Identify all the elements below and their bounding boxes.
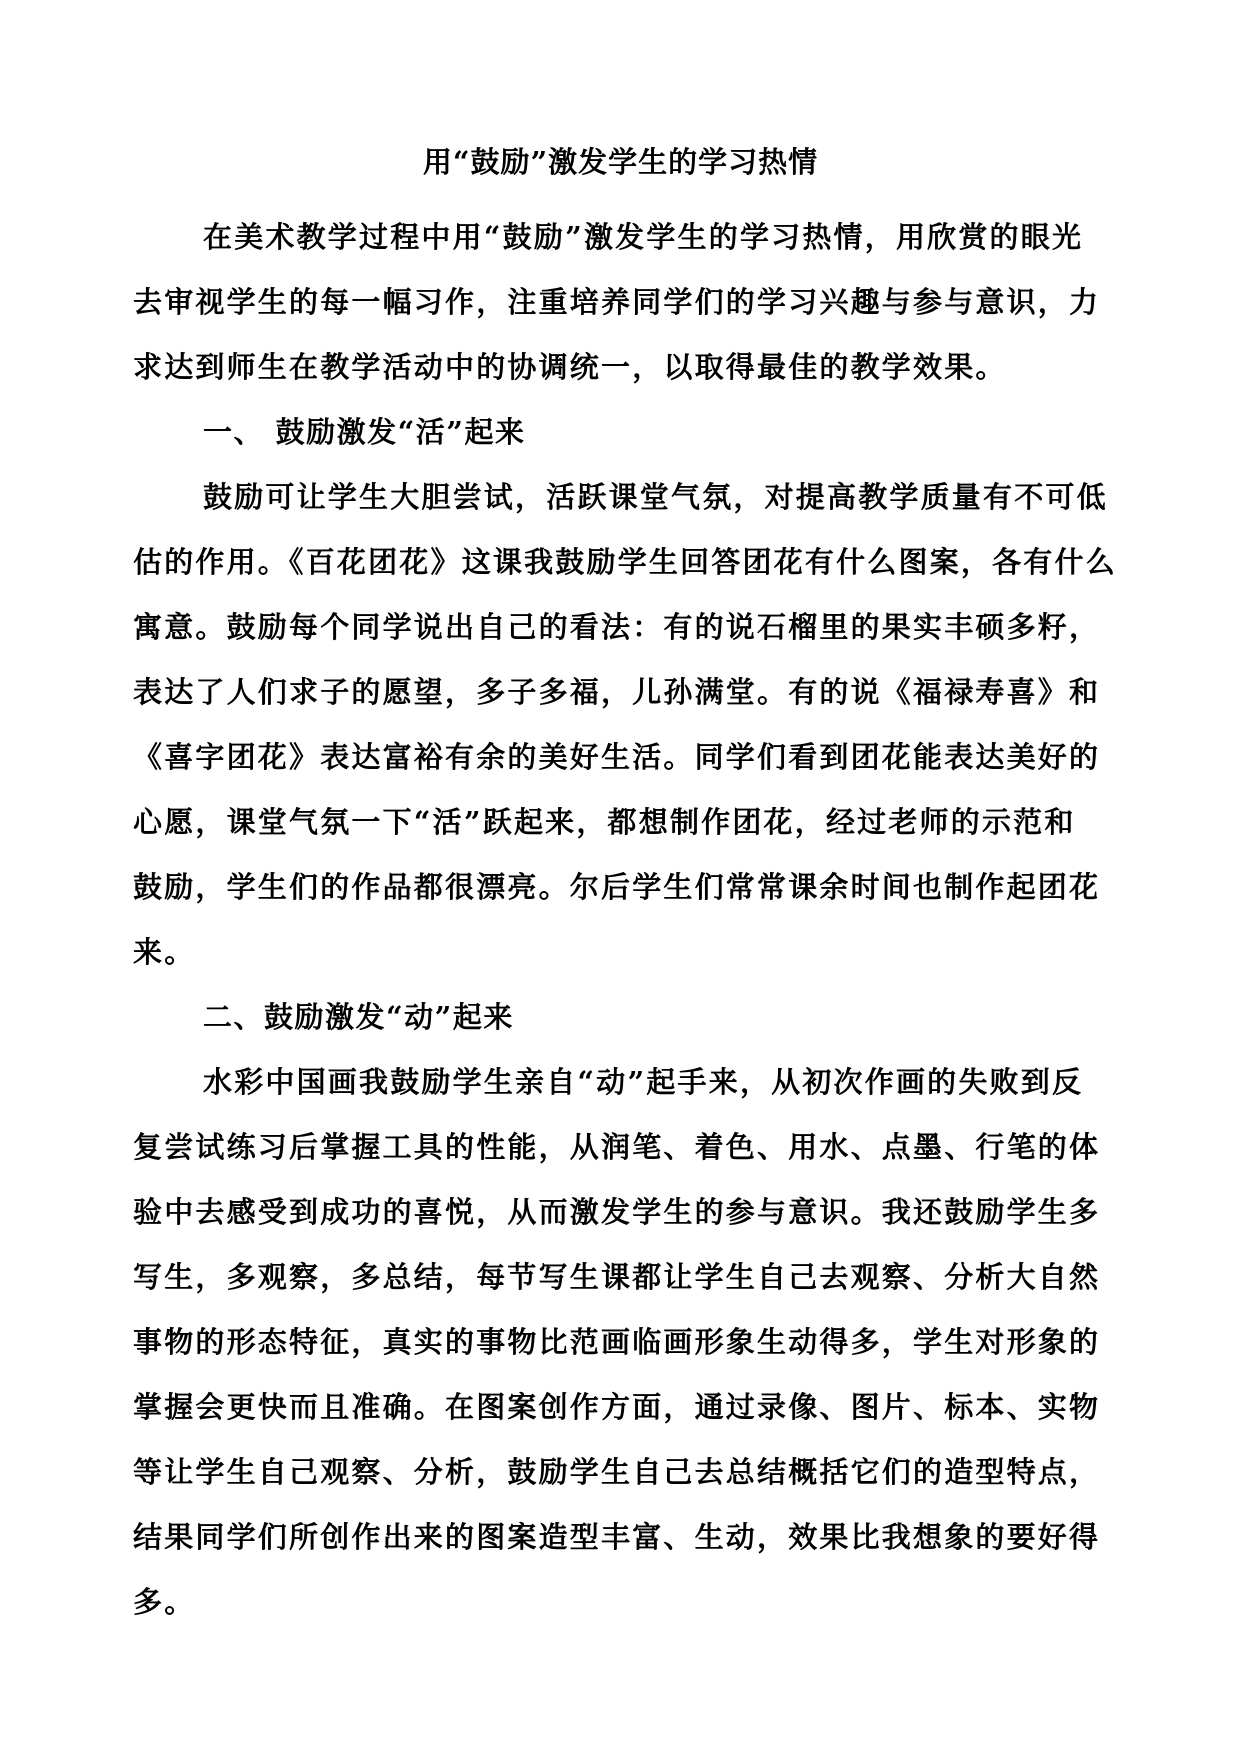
paragraph-line: 复尝试练习后掌握工具的性能，从润笔、着色、用水、点墨、行笔的体 [133,1130,1101,1164]
paragraph-line: 估的作用。《百花团花》这课我鼓励学生回答团花有什么图案，各有什么 [133,545,1117,579]
paragraph-line: 求达到师生在教学活动中的协调统一，以取得最佳的教学效果。 [133,350,1007,384]
section-heading-2: 二、鼓励激发“动”起来 [203,1000,514,1034]
paragraph-line: 寓意。鼓励每个同学说出自己的看法：有的说石榴里的果实丰硕多籽， [133,610,1101,644]
paragraph-line: 来。 [133,935,196,969]
paragraph-line: 等让学生自己观察、分析，鼓励学生自己去总结概括它们的造型特点， [133,1455,1101,1489]
paragraph-line: 鼓励，学生们的作品都很漂亮。尔后学生们常常课余时间也制作起团花 [133,870,1101,904]
paragraph-line: 多。 [133,1585,196,1619]
paragraph-line: 结果同学们所创作出来的图案造型丰富、生动，效果比我想象的要好得 [133,1520,1101,1554]
paragraph-line: 掌握会更快而且准确。在图案创作方面，通过录像、图片、标本、实物 [133,1390,1101,1424]
paragraph-line: 验中去感受到成功的喜悦，从而激发学生的参与意识。我还鼓励学生多 [133,1195,1101,1229]
paragraph-line: 心愿，课堂气氛一下“活”跃起来，都想制作团花，经过老师的示范和 [133,805,1076,839]
document-body [133,205,1117,1635]
paragraph-line: 在美术教学过程中用“鼓励”激发学生的学习热情，用欣赏的眼光 [203,220,1084,254]
paragraph-line: 表达了人们求子的愿望，多子多福，儿孙满堂。有的说《福禄寿喜》和 [133,675,1101,709]
paragraph-line: 去审视学生的每一幅习作，注重培养同学们的学习兴趣与参与意识，力 [133,285,1101,319]
paragraph-line: 水彩中国画我鼓励学生亲自“动”起手来，从初次作画的失败到反 [203,1065,1084,1099]
paragraph-line: 鼓励可让学生大胆尝试，活跃课堂气氛，对提高教学质量有不可低 [203,480,1108,514]
section-heading-1: 一、 鼓励激发“活”起来 [203,415,526,449]
paragraph-line: 写生，多观察，多总结，每节写生课都让学生自己去观察、分析大自然 [133,1260,1101,1294]
document-title: 用“鼓励”激发学生的学习热情 [422,145,819,179]
paragraph-line: 《喜字团花》表达富裕有余的美好生活。同学们看到团花能表达美好的 [133,740,1101,774]
paragraph-line: 事物的形态特征，真实的事物比范画临画形象生动得多，学生对形象的 [133,1325,1101,1359]
